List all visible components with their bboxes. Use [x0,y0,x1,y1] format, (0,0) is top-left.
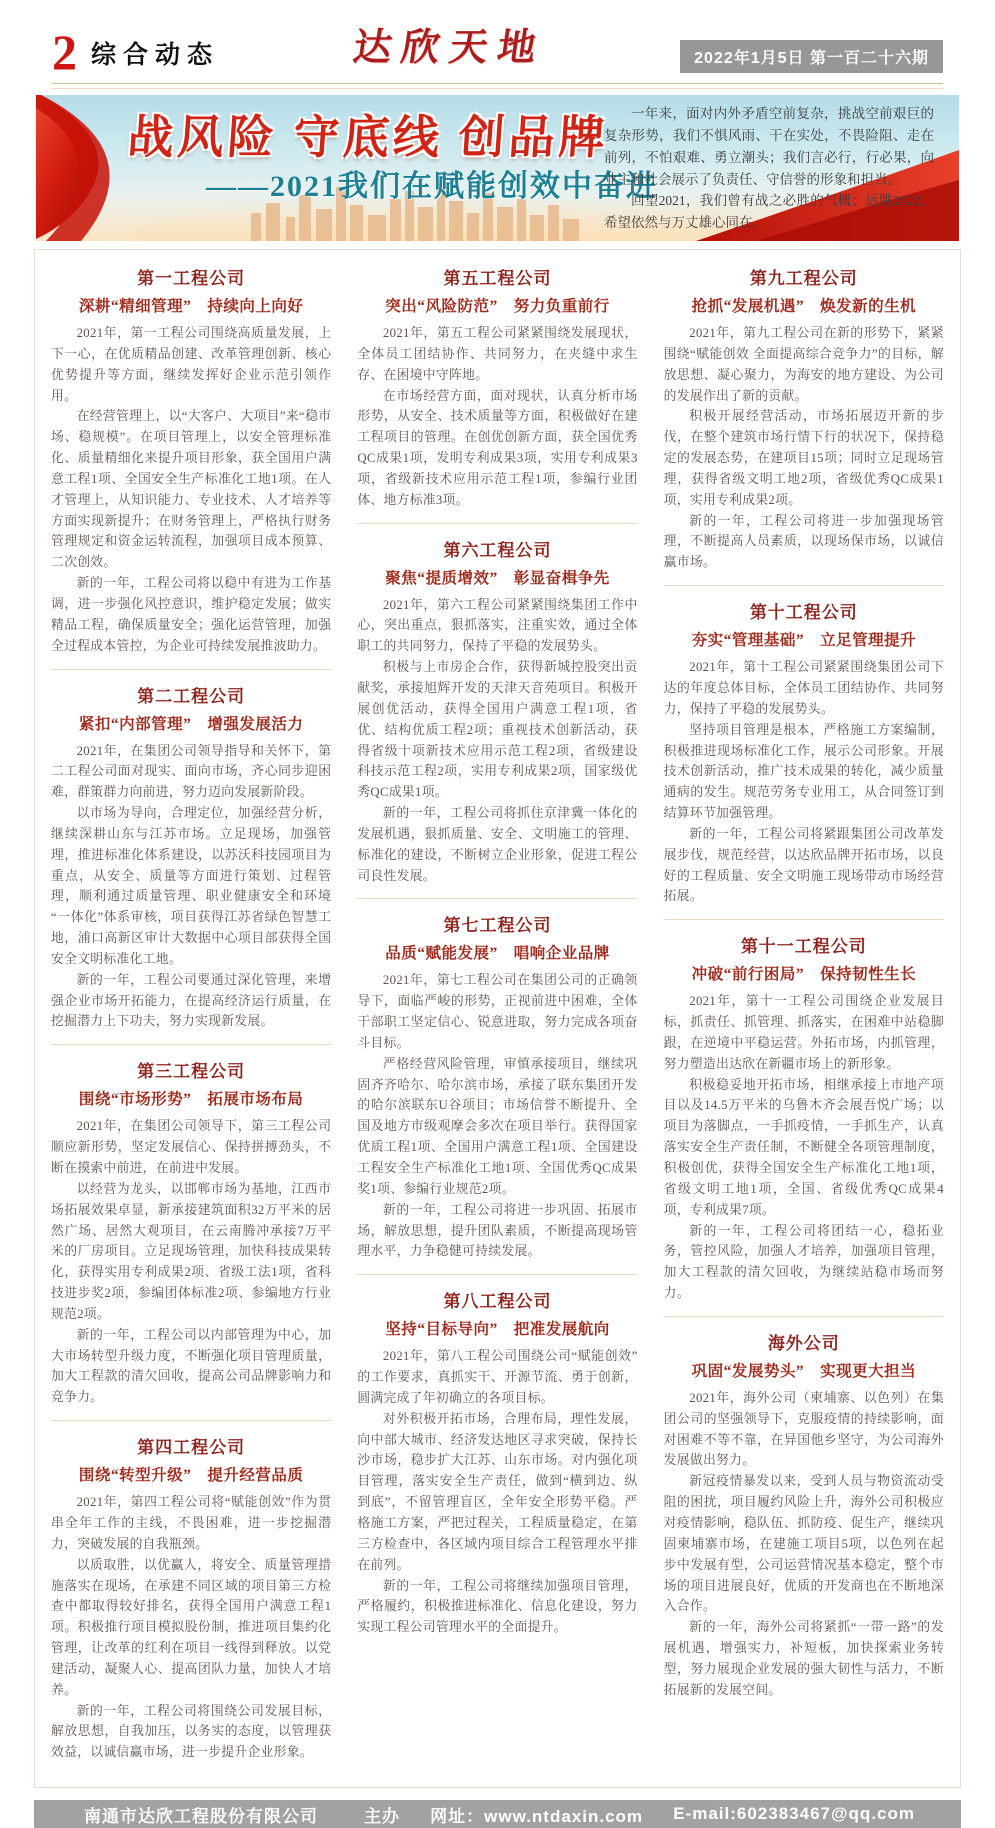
banner-intro [604,103,934,234]
article-title: 第十一工程公司 [740,937,867,957]
article-subtitle: 夯实“管理基础” 立足管理提升 [691,632,917,650]
article-paragraph: 积极稳妥地开拓市场，相继承接上市地产项目以及14.5万平米的乌鲁木齐会展吾悦广场；以项目为落脚点，一手抓疫情，一手抓生产，认真落实安全生产责任制，不断健全各项管理制度，积极创优，获得全国安全生产标准化工地1项，省级文明工地1项，全国、省级优秀QC成果4项，专利成果7项。 [663,1077,944,1217]
article-body [664,991,944,1304]
article [51,1420,331,1773]
column-2 [357,262,637,1773]
footer-email: E-mail:602383467@qq.com [673,1804,915,1824]
article-paragraph: 对外积极开拓市场，合理布局，理性发展，向中部大城市、经济发达地区寻求突破，保持长沙市场，稳步扩大江苏、山东市场。对内强化项目管理，落实安全生产责任，做到“横到边、纵到底”，不留管理盲区，全年安全形势平稳。严格施工方案，严把过程关，工程质量稳定，在第三方检查中，各区域内项目综合工程管理水平排在前列。 [357,1411,638,1572]
article-body [664,323,944,573]
article-paragraph: 新的一年，工程公司以内部管理为中心，加大市场转型升级力度，不断强化项目管理质量，加大工程款的清欠回收，提高公司品牌影响力和竞争力。 [51,1327,332,1405]
article-paragraph: 积极开展经营活动，市场拓展迈开新的步伐，在整个建筑市场行情下行的状况下，保持稳定的发展态势，在建项目15项；同时立足现场管理，获得省级文明工地2项，省级优秀QC成果1项，实用专利成果2项。 [663,409,944,507]
article [357,898,637,1272]
article-subtitle: 深耕“精细管理” 持续向上向好 [78,298,304,315]
article-title: 第三工程公司 [137,1062,246,1082]
footer-company: 南通市达欣工程股份有限公司 [84,1806,318,1826]
article-title: 第五工程公司 [443,269,552,288]
article-paragraph: 2021年，海外公司（柬埔寨、以色列）在集团公司的坚强领导下，克服疫情的持续影响，面对困难不等不靠，在异国他乡坚守，为公司海外发展做出努力。 [663,1390,944,1468]
article-paragraph: 2021年，在集团公司领导下，第三工程公司顺应新形势，坚定发展信心、保持拼搏劲头，不断在摸索中前进，在前进中发展。 [51,1119,332,1175]
article-body [357,323,637,511]
column-3 [664,262,944,1773]
article-subtitle: 坚持“目标导向” 把准发展航向 [385,1321,610,1339]
banner-intro-paragraph: 回望2021，我们曾有战之必胜的气概；远眺2022，希望依然与万丈雄心同在。 [604,193,934,231]
article-paragraph: 新的一年，工程公司将以稳中有进为工作基调，进一步强化风控意识，维护稳定发展；做实精品工程，确保质量安全；强化运营管理，加强全过程成本管控，为企业可持续发展推波助力。 [51,576,332,653]
article-body [51,1492,331,1763]
article-paragraph: 新的一年，工程公司将团结一心，稳拓业务，管控风险，加强人才培养，加强项目管理，加大工程款的清欠回收，为继续站稳市场而努力。 [663,1223,944,1301]
article-body [664,657,944,907]
article [664,262,944,583]
article-paragraph: 2021年，第十工程公司紧紧围绕集团公司下达的年度总体目标，全体员工团结协作、共同努力，保持了平稳的发展势头。 [663,660,944,716]
article-paragraph: 2021年，在集团公司领导指导和关怀下，第二工程公司面对现实、面向市场，齐心同步迎困难，群策群力向前进，努力迈向发展新阶段。 [51,743,332,800]
article-body [357,1346,637,1638]
article-body [357,970,637,1262]
article-subtitle: 抢抓“发展机遇” 焕发新的生机 [691,298,917,315]
article-body [51,741,331,1033]
article-paragraph: 2021年，第十一工程公司围绕企业发展目标，抓责任、抓管理、抓落实，在困难中站稳脚跟，在逆境中平稳运营。外拓市场，内抓管理，努力塑造出达欣在新疆市场上的新形象。 [663,994,944,1071]
article-subtitle: 围绕“转型升级” 提升经营品质 [78,1467,304,1485]
article-subtitle: 聚焦“提质增效” 彰显奋楫争先 [385,569,610,587]
article-subtitle: 突出“风险防范” 努力负重前行 [385,298,610,315]
article-title: 海外公司 [767,1333,840,1353]
article [51,262,331,667]
article-body [51,1116,331,1408]
header-left [52,23,220,80]
banner-subtitle: ——2021我们在赋能创效中奋进 [206,170,658,203]
article-paragraph: 坚持项目管理是根本，严格施工方案编制，积极推进现场标准化工作，展示公司形象。开展技术创新活动，推广技术成果的转化，减少质量通病的发生。规范劳务专业用工，从合同签订到结算环节加强管理。 [663,722,944,821]
article [51,669,331,1043]
article-title: 第七工程公司 [443,916,552,936]
article-paragraph: 在经营管理上，以“大客户、大项目”来“稳市场、稳规模”。在项目管理上，以安全管理标准化、质量精细化来提升项目形象，获全国用户满意工程1项、全国安全生产标准化工地1项。在人才管理上，从知识能力、专业技术、人才培养等方面实现新提升；在财务管理上，严格执行财务管理规定和资金运转流程，加强项目成本预算、二次创效。 [51,409,332,570]
article-paragraph: 严格经营风险管理，审慎承接项目，继续巩固齐齐哈尔、哈尔滨市场，承接了联东集团开发的哈尔滨联东U谷项目；市场信誉不断提升、全国及地方市级观摩会多次在项目举行。获得国家优质工程1项、全国用户满意工程1项、全国建设工程安全生产标准化工地1项、全国优秀QC成果奖1项、参编行业规范2项。 [357,1056,638,1196]
article-title: 第二工程公司 [137,686,246,706]
article-title: 第六工程公司 [443,540,552,560]
article-paragraph: 2021年，第六工程公司紧紧围绕集团工作中心，突出重点，狠抓落实，注重实效，通过全体职工的共同努力，保持了平稳的发展势头。 [357,597,638,654]
article [664,585,944,917]
article [357,523,637,897]
article-paragraph: 新的一年，工程公司将进一步加强现场管理，不断提高人员素质，以现场保市场，以诚信赢市场。 [663,513,944,570]
article-paragraph: 在市场经营方面，面对现状，认真分析市场形势，从安全、技术质量等方面，积极做好在建工程项目的管理。在创优创新方面，获全国优秀QC成果1项，发明专利成果3项，实用专利成果3项，省级新技术应用示范工程1项，参编行业团体、地方标准3项。 [357,388,638,507]
article-paragraph: 2021年，第七工程公司在集团公司的正确领导下，面临严峻的形势，正视前进中困难，全体干部职工坚定信心、锐意进取，努力完成各项奋斗目标。 [357,973,638,1050]
article-paragraph: 新的一年，工程公司将进一步巩固、拓展市场，解放思想，提升团队素质，不断提高现场管理水平，力争稳健可持续发展。 [357,1202,638,1259]
article-paragraph: 新的一年，海外公司将紧抓“一带一路”的发展机遇，增强实力，补短板，加快探索业务转型，努力展现企业发展的强大韧性与活力，不断拓展新的发展空间。 [663,1620,944,1697]
article [357,262,637,521]
article-subtitle: 巩固“发展势头” 实现更大担当 [691,1362,917,1380]
article-paragraph: 2021年，第八工程公司围绕公司“赋能创效”的工作要求，真抓实干、开源节流、勇于创新，圆满完成了年初确立的各项目标。 [357,1349,638,1405]
banner-title: 战风险 守底线 创品牌 [125,112,611,163]
article-body [357,595,637,887]
article-paragraph: 以经营为龙头，以邯郸市场为基地，江西市场拓展效果卓显，新承接建筑面积32万平米的居然广场、居然大观项目，在云南腾冲承接7万平米的厂房项目。立足现场管理，加快科技成果转化，获得实用专利成果2项、省级工法1项，省科技进步奖2项，参编团体标准2项、参编地方行业规范2项。 [51,1181,332,1321]
article-paragraph: 新的一年，工程公司将紧跟集团公司改革发展步伐，规范经营，以达欣品牌开拓市场，以良好的工程质量、安全文明施工现场带动市场经营拓展。 [663,826,944,904]
article-paragraph: 2021年，第五工程公司紧紧围绕发展现状，全体员工团结协作、共同努力，在夹缝中求生存、在困境中守阵地。 [357,326,638,382]
article [357,1274,637,1648]
article-paragraph: 新冠疫情暴发以来，受到人员与物资流动受阻的困扰，项目履约风险上升，海外公司积极应对疫情影响，稳队伍、抓防疫、促生产，继续巩固柬埔寨市场，在建施工项目5项，以色列在起步中发展有型，公司运营情况基本稳定，整个市场的项目进展良好，优质的开发商也在不断地深入合作。 [663,1474,944,1614]
article-body [51,323,331,657]
article-paragraph: 积极与上市房企合作，获得新城控股突出贡献奖，承接旭辉开发的天津天音苑项目。积极开展创优活动，获得全国用户满意工程1项，省优、结构优质工程2项；重视技术创新活动，获得省级十项新技术应用示范工程2项，省级建设科技示范工程2项，实用专利成果2项，国家级优秀QC成果1项。 [357,660,638,800]
article-title: 第十工程公司 [749,603,858,623]
article-title: 第九工程公司 [749,269,858,288]
article-title: 第八工程公司 [443,1292,552,1312]
footer-bar [34,1800,961,1828]
article-paragraph: 新的一年，工程公司将继续加强项目管理，严格履约，积极推进标准化、信息化建设，努力实现工程公司管理水平的全面提升。 [357,1578,638,1635]
articles-grid [34,249,961,1788]
article-subtitle: 紧扣“内部管理” 增强发展活力 [78,715,304,733]
banner-intro-paragraph: 一年来，面对内外矛盾空前复杂，挑战空前艰巨的复杂形势，我们不惧风雨、干在实处，不畏险阻、走在前列，不怕艰难、勇立潮头；我们言必行，行必果，向业主和社会展示了负责任、守信誉的形象和担当。 [604,106,934,187]
article-paragraph: 2021年，第一工程公司围绕高质量发展，上下一心，在优质精品创建、改革管理创新、核心优势提升等方面，继续发挥好企业示范引领作用。 [51,326,332,403]
article-paragraph: 以质取胜，以优赢人，将安全、质量管理措施落实在现场，在承建不同区域的项目第三方检查中都取得较好排名，获得全国用户满意工程1项。积极推行项目模拟股份制，推进项目集约化管理，让改革的红利在项目一线得到释放。以党建活动，凝聚人心、提高团队力量，加快人才培养。 [51,1557,332,1697]
article-body [664,1388,944,1701]
article-title: 第四工程公司 [137,1438,246,1458]
article-title: 第一工程公司 [137,269,246,288]
footer-left-group [84,1802,400,1827]
section-name: 综合动态 [91,42,220,69]
article-paragraph: 新的一年，工程公司将抓住京津冀一体化的发展机遇，狠抓质量、安全、文明施工的管理、标准化的建设，不断树立企业形象，促进工程公司良性发展。 [357,806,638,883]
article [664,1316,944,1711]
footer-website: 网址：www.ntdaxin.com [430,1806,644,1826]
article-paragraph: 新的一年，工程公司将围绕公司发展目标，解放思想，自我加压，以务实的态度，以管理获效益，以诚信赢市场，进一步提升企业形象。 [51,1703,332,1760]
footer-organizer-label: 主办 [364,1806,400,1826]
page-header [0,0,995,80]
header-divider [52,83,943,89]
column-1 [51,262,331,1773]
article-paragraph: 2021年，第九工程公司在新的形势下，紧紧围绕“赋能创效 全面提高综合竞争力”的目标，解放思想、凝心聚力，为海安的地方建设、为公司的发展作出了新的贡献。 [663,326,944,403]
article-paragraph: 以市场为导向，合理定位，加强经营分析，继续深耕山东与江苏市场。立足现场，加强管理，推进标准化体系建设，以苏沃科技园项目为重点，从安全、质量等方面进行策划、过程管理，顺利通过质量管理、职业健康安全和环境“一体化”体系审核，项目获得江苏省绿色智慧工地，浦口高新区审计大数据中心项目部获得全国安全文明标准化工地。 [51,806,332,966]
theme-banner [36,95,959,241]
article [51,1044,331,1418]
article-subtitle: 围绕“市场形势” 拓展市场布局 [78,1091,304,1109]
article [664,919,944,1314]
newspaper-masthead: 达欣天地 [350,27,549,69]
article-paragraph: 2021年，第四工程公司将“赋能创效”作为贯串全年工作的主线，不畏困难，进一步挖掘潜力，突破发展的自我瓶颈。 [51,1495,332,1551]
article-subtitle: 冲破“前行困局” 保持韧性生长 [691,966,917,984]
page-number: 2 [52,23,77,80]
article-subtitle: 品质“赋能发展” 唱响企业品牌 [385,945,610,963]
issue-date-box: 2022年1月5日 第一百二十六期 [680,40,943,73]
article-paragraph: 新的一年，工程公司要通过深化管理，来增强企业市场开拓能力，在提高经济运行质量，在挖掘潜力上下功夫，努力实现新发展。 [51,972,332,1029]
